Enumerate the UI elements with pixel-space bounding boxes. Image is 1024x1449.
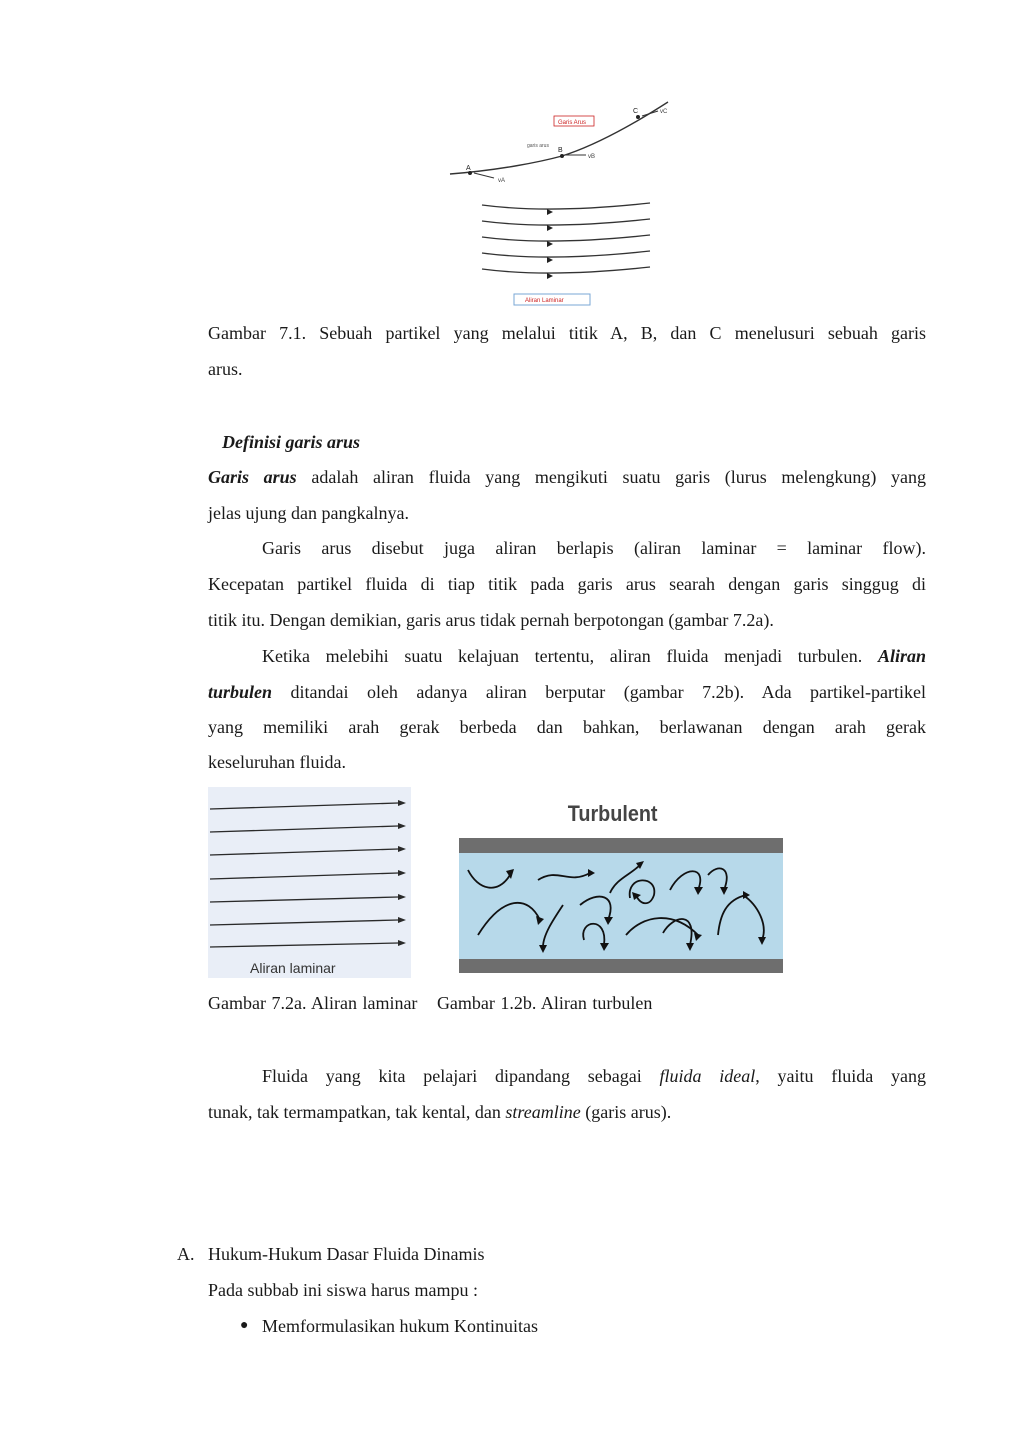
label-va: vA bbox=[498, 178, 506, 184]
term-streamline: streamline bbox=[505, 1102, 581, 1122]
section-a-marker: A. bbox=[177, 1244, 195, 1264]
figure-streamline-diagram bbox=[440, 100, 680, 310]
definition-p2-line1: Garis arus disebut juga aliran berlapis (aliran laminar = laminar flow). bbox=[262, 538, 926, 558]
definition-p3-line4: keseluruhan fluida. bbox=[208, 752, 346, 772]
ideal-fluid-line1: Fluida yang kita pelajari dipandang sebagai fluida ideal, yaitu fluida yang bbox=[262, 1066, 927, 1086]
term-turbulen: turbulen bbox=[208, 682, 273, 702]
definition-p1-line1: Garis arus adalah aliran fluida yang mengikuti suatu garis (lurus melengkung) yang bbox=[208, 467, 927, 487]
term-fluida-ideal: fluida ideal bbox=[659, 1066, 756, 1086]
figure-turbulent-flow bbox=[458, 795, 784, 975]
definition-heading: Definisi garis arus bbox=[222, 432, 361, 452]
definition-p2-line2: Kecepatan partikel fluida di tiap titik pada garis arus searah dengan garis singgug di bbox=[208, 574, 926, 594]
label-garis-arus-box: Garis Arus bbox=[558, 120, 587, 126]
label-garis-arus-small: garis arus bbox=[527, 143, 549, 149]
laminar-lines bbox=[482, 203, 650, 273]
turbulent-title: Turbulent bbox=[567, 802, 658, 827]
figure-7-2a-caption: Gambar 7.2a. Aliran laminar bbox=[208, 993, 418, 1013]
label-vb: vB bbox=[588, 154, 596, 160]
term-aliran: Aliran bbox=[877, 646, 926, 666]
section-a-bullet-1: Memformulasikan hukum Kontinuitas bbox=[262, 1316, 538, 1336]
figure-7-2-caption bbox=[208, 992, 926, 1014]
definition-p1-line2: jelas ujung dan pangkalnya. bbox=[208, 503, 409, 523]
figure-7-1-caption-line2: arus. bbox=[208, 359, 243, 379]
definition-p3-line3: yang memiliki arah gerak berbeda dan bahkan, berlawanan dengan arah gerak bbox=[208, 717, 926, 737]
label-aliran-laminar-box: Aliran Laminar bbox=[525, 298, 564, 304]
laminar-label: Aliran laminar bbox=[250, 960, 336, 976]
figure-laminar-flow bbox=[208, 787, 411, 978]
term-garis-arus: Garis arus bbox=[208, 467, 297, 487]
definition-p3-line1: Ketika melebihi suatu kelajuan tertentu, aliran fluida menjadi turbulen. Aliran bbox=[262, 646, 926, 666]
figure-7-2b-caption: Gambar 1.2b. Aliran turbulen bbox=[436, 993, 653, 1013]
label-point-b: B bbox=[558, 147, 563, 154]
definition-p2-line3: titik itu. Dengan demikian, garis arus tidak pernah berpotongan (gambar 7.2a). bbox=[208, 610, 774, 630]
definition-p3-line2: turbulen ditandai oleh adanya aliran berputar (gambar 7.2b). Ada partikel-partikel bbox=[208, 682, 926, 702]
section-a-title: Hukum-Hukum Dasar Fluida Dinamis bbox=[208, 1244, 485, 1264]
ideal-fluid-line2: tunak, tak termampatkan, tak kental, dan streamline (garis arus). bbox=[208, 1102, 672, 1122]
label-vc: vC bbox=[660, 109, 668, 115]
figure-7-1-caption-line1: Gambar 7.1. Sebuah partikel yang melalui titik A, B, dan C menelusuri sebuah garis bbox=[208, 323, 926, 343]
section-a-intro: Pada subbab ini siswa harus mampu : bbox=[208, 1280, 478, 1300]
bullet-icon: ● bbox=[240, 1318, 249, 1333]
label-point-a: A bbox=[466, 165, 471, 172]
label-point-c: C bbox=[633, 108, 639, 115]
